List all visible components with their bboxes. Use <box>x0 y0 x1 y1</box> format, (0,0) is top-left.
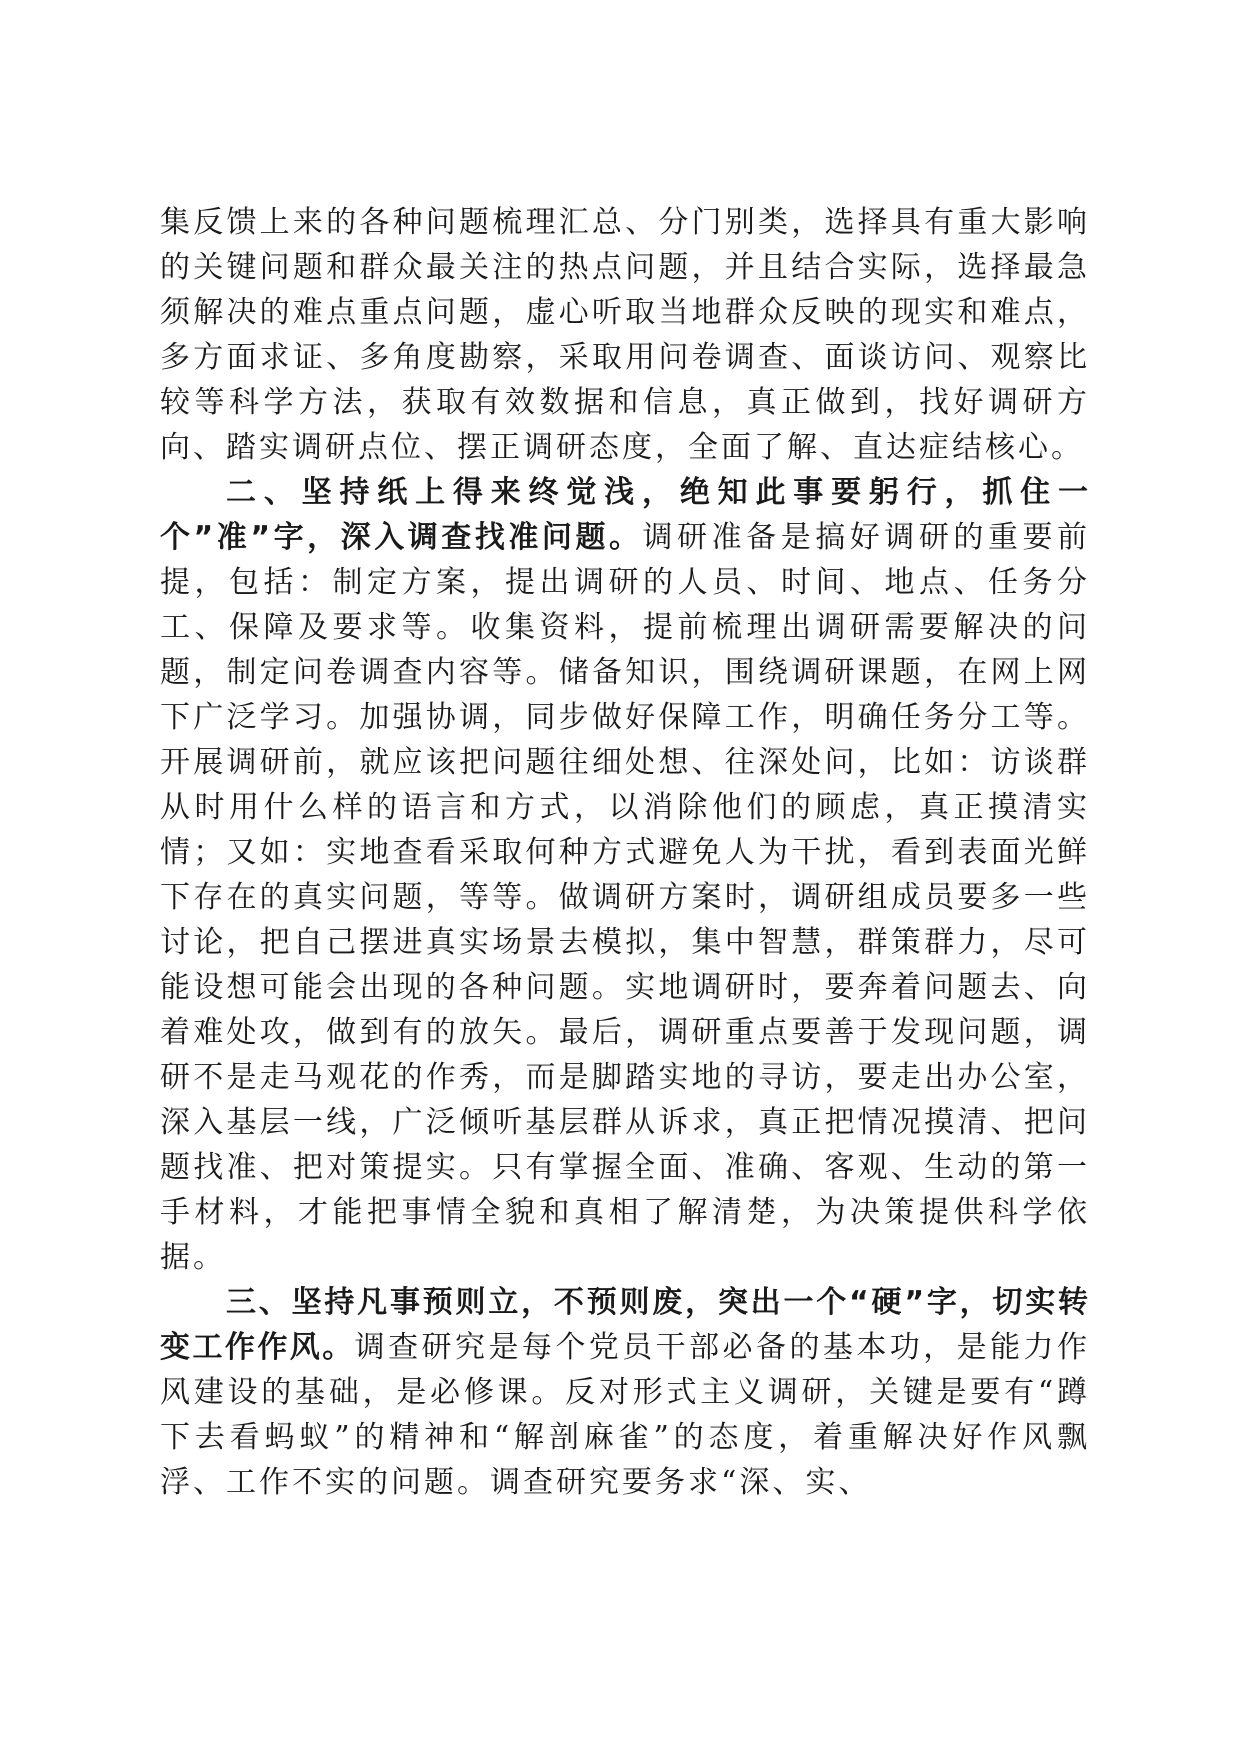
paragraph-section-two <box>160 470 1090 1280</box>
section-three-text: 调查研究是每个党员干部必备的基本功，是能力作风建设的基础，是必修课。反对形式主义调研，关键是要有“蹲下去看蚂蚁”的精神和“解剖麻雀”的态度，着重解决好作风飘浮、工作不实的问题。调查研究要务求“深、实、 <box>160 1330 1091 1500</box>
paragraph-continuation <box>160 200 1090 470</box>
document-body <box>160 200 1090 1505</box>
paragraph-section-three <box>160 1280 1090 1505</box>
section-two-text: 调研准备是搞好调研的重要前提，包括：制定方案，提出调研的人员、时间、地点、任务分工、保障及要求等。收集资料，提前梳理出调研需要解决的问题，制定问卷调查内容等。储备知识，围绕调研课题，在网上网下广泛学习。加强协调，同步做好保障工作，明确任务分工等。开展调研前，就应该把问题往细处想、往深处问，比如：访谈群从时用什么样的语言和方式，以消除他们的顾虑，真正摸清实情；又如：实地查看采取何种方式避免人为干扰，看到表面光鲜下存在的真实问题，等等。做调研方案时，调研组成员要多一些讨论，把自己摆进真实场景去模拟，集中智慧，群策群力，尽可能设想可能会出现的各种问题。实地调研时，要奔着问题去、向着难处攻，做到有的放矢。最后，调研重点要善于发现问题，调研不是走马观花的作秀，而是脚踏实地的寻访，要走出办公室，深入基层一线，广泛倾听基层群从诉求，真正把情况摸清、把问题找准、把对策提实。只有掌握全面、准确、客观、生动的第一手材料，才能把事情全貌和真相了解清楚，为决策提供科学依据。 <box>160 520 1091 1275</box>
paragraph-text: 集反馈上来的各种问题梳理汇总、分门别类，选择具有重大影响的关键问题和群众最关注的热点问题，并且结合实际，选择最急须解决的难点重点问题，虚心听取当地群众反映的现实和难点，多方面求证、多角度勘察，采取用问卷调查、面谈访问、观察比较等科学方法，获取有效数据和信息，真正做到，找好调研方向、踏实调研点位、摆正调研态度，全面了解、直达症结核心。 <box>160 205 1090 465</box>
section-two-heading: 二、坚持纸上得来终觉浅，绝知此事要躬行，抓住一个”准”字，深入调查找准问题。 <box>160 475 1090 555</box>
section-three-heading: 三、坚持凡事预则立，不预则废，突出一个“硬”字，切实转变工作作风。 <box>160 1285 1090 1365</box>
